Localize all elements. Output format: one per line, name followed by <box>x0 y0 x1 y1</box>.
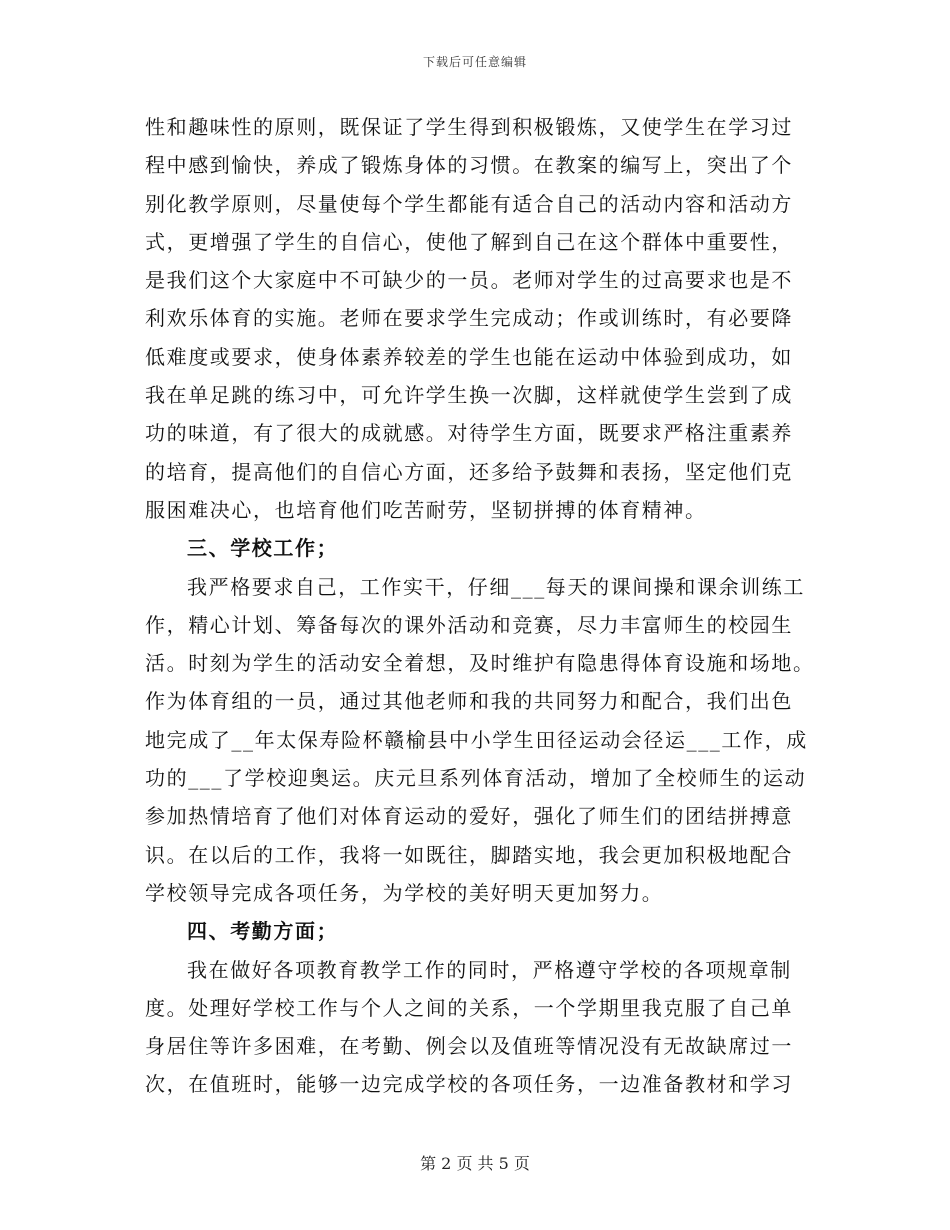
text-line: 作为体育组的一员，通过其他老师和我的共同努力和配合，我们出色 <box>145 689 793 714</box>
text-line: 身居住等许多困难，在考勤、例会以及值班等情况没有无故缺席过一 <box>145 1034 793 1059</box>
text-line: 我在做好各项教育教学工作的同时，严格遵守学校的各项规章制 <box>187 957 792 982</box>
document-body <box>145 108 815 1104</box>
text-line: 功的味道，有了很大的成就感。对待学生方面，既要求严格注重素养 <box>145 421 793 446</box>
text-line: 活。时刻为学生的活动安全着想，及时维护有隐患得体育设施和场地。 <box>145 651 815 676</box>
text-line: 程中感到愉快，养成了锻炼身体的习惯。在教案的编写上，突出了个 <box>145 153 793 178</box>
text-line: 学校领导完成各项任务，为学校的美好明天更加努力。 <box>145 880 664 905</box>
text-line: 度。处理好学校工作与个人之间的关系，一个学期里我克服了自己单 <box>145 995 793 1020</box>
text-line: 参加热情培育了他们对体育运动的爱好，强化了师生们的团结拼搏意 <box>145 804 793 829</box>
text-line: 功的___了学校迎奥运。庆元旦系列体育活动，增加了全校师生的运动 <box>145 766 807 791</box>
text-line: 别化教学原则，尽量使每个学生都能有适合自己的活动内容和活动方 <box>145 191 793 216</box>
text-line: 服困难决心，也培育他们吃苦耐劳，坚韧拼搏的体育精神。 <box>145 497 707 522</box>
text-line: 次，在值班时，能够一边完成学校的各项任务，一边准备教材和学习 <box>145 1072 793 1097</box>
text-line: 地完成了__年太保寿险杯赣榆县中小学生田径运动会径运___工作，成 <box>145 727 808 752</box>
text-line: 式，更增强了学生的自信心，使他了解到自己在这个群体中重要性， <box>145 229 793 254</box>
page-number: 第 2 页 共 5 页 <box>420 1154 530 1173</box>
text-line: 低难度或要求，使身体素养较差的学生也能在运动中体验到成功，如 <box>145 344 793 369</box>
text-line: 是我们这个大家庭中不可缺少的一员。老师对学生的过高要求也是不 <box>145 268 793 293</box>
text-line: 我严格要求自己，工作实干，仔细___每天的课间操和课余训练工 <box>187 574 805 599</box>
section-heading-attendance: 四、考勤方面； <box>187 919 339 944</box>
section-heading-school-work: 三、学校工作； <box>187 536 339 561</box>
text-line: 利欢乐体育的实施。老师在要求学生完成动；作或训练时，有必要降 <box>145 306 793 331</box>
text-line: 识。在以后的工作，我将一如既往，脚踏实地，我会更加积极地配合 <box>145 842 793 867</box>
text-line: 作，精心计划、筹备每次的课外活动和竞赛，尽力丰富师生的校园生 <box>145 612 793 637</box>
text-line: 的培育，提高他们的自信心方面，还多给予鼓舞和表扬，坚定他们克 <box>145 459 793 484</box>
text-line: 性和趣味性的原则，既保证了学生得到积极锻炼，又使学生在学习过 <box>145 115 793 139</box>
page-header: 下载后可任意编辑 <box>422 55 527 69</box>
text-line: 我在单足跳的练习中，可允许学生换一次脚，这样就使学生尝到了成 <box>145 383 793 408</box>
